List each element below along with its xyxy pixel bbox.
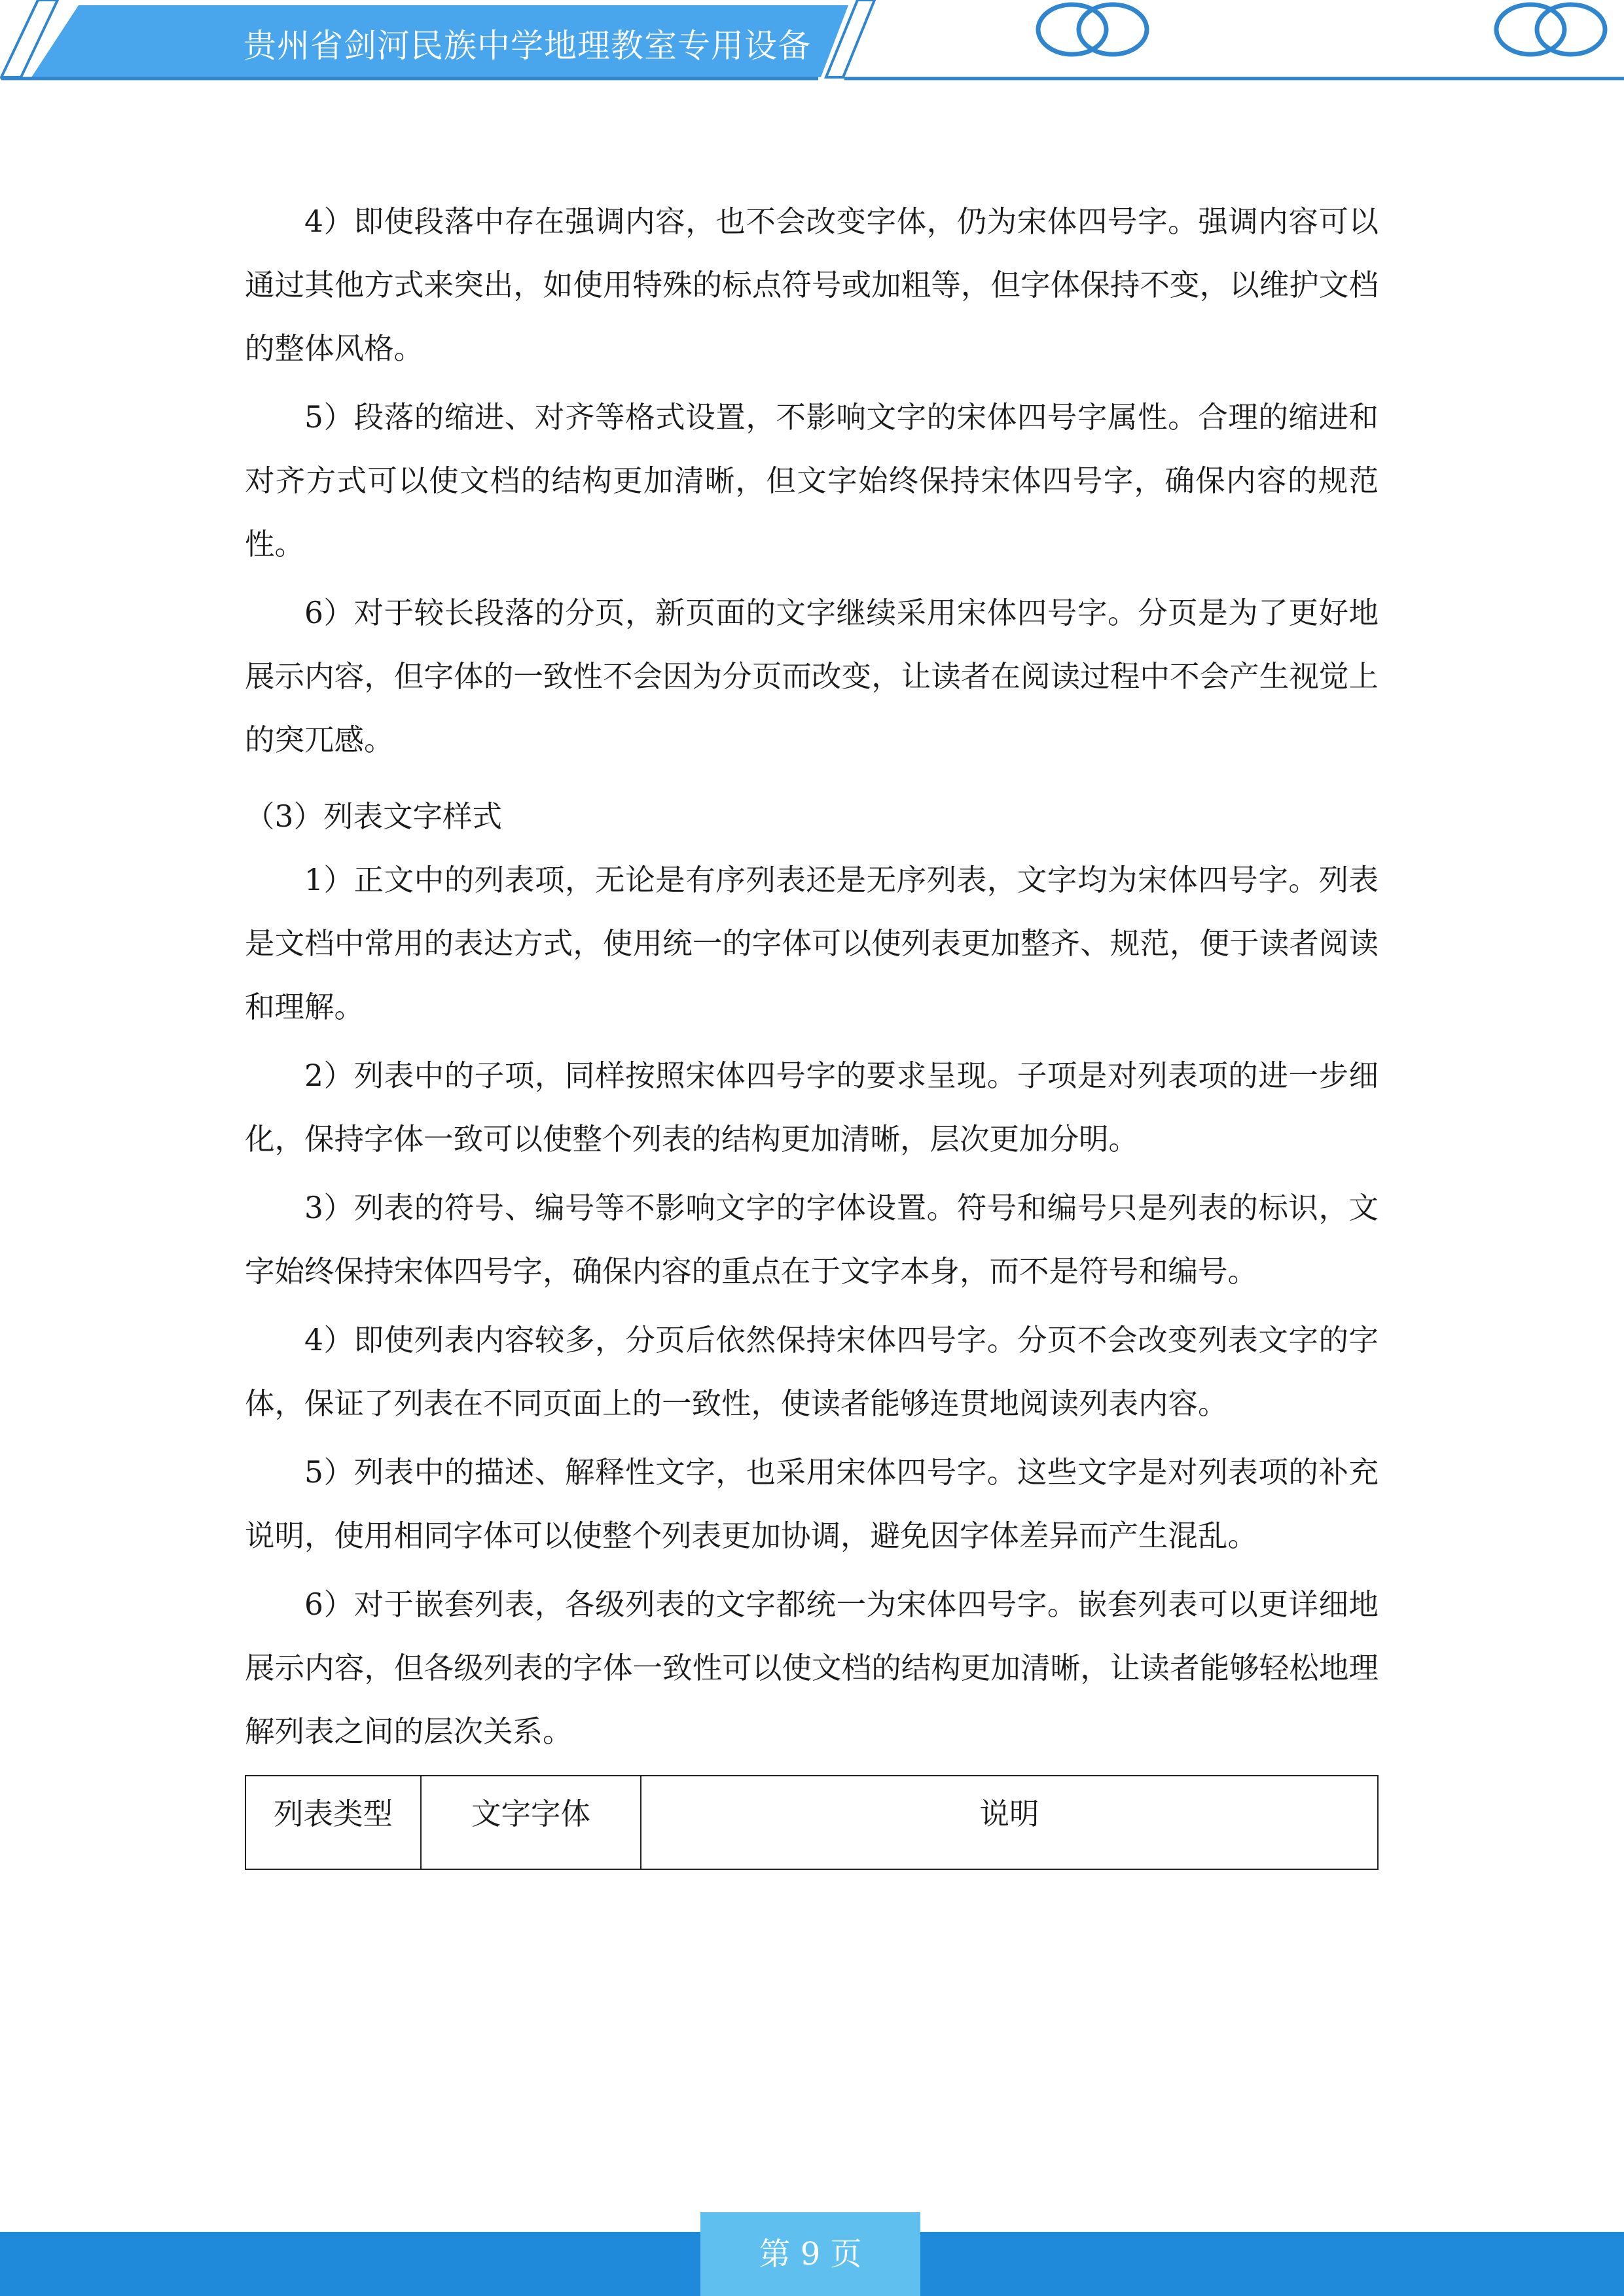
- list-paragraph: 6）对于嵌套列表，各级列表的文字都统一为宋体四号字。嵌套列表可以更详细地展示内容，但各级列表的字体一致性可以使文档的结构更加清晰，让读者能够轻松地理解列表之间的层次关系。: [245, 1587, 1379, 1749]
- paragraph-item: 4）即使段落中存在强调内容，也不会改变字体，仍为宋体四号字。强调内容可以通过其他方式来突出，如使用特殊的标点符号或加粗等，但字体保持不变，以维护文档的整体风格。: [245, 204, 1379, 366]
- table-header-cell: 说明: [641, 1776, 1378, 1869]
- double-ring-logo-icon: [1034, 0, 1151, 59]
- page-header: [0, 0, 1624, 85]
- table-header-cell: 列表类型: [245, 1776, 421, 1869]
- page-number: 第 9 页: [700, 2212, 920, 2296]
- list-style-table: [245, 1775, 1379, 1870]
- double-ring-logo-icon: [1492, 0, 1609, 59]
- paragraph-item: 6）对于较长段落的分页，新页面的文字继续采用宋体四号字。分页是为了更好地展示内容，但字体的一致性不会因为分页而改变，让读者在阅读过程中不会产生视觉上的突兀感。: [245, 596, 1379, 757]
- list-paragraph: 5）列表中的描述、解释性文字，也采用宋体四号字。这些文字是对列表项的补充说明，使用相同字体可以使整个列表更加协调，避免因字体差异而产生混乱。: [245, 1455, 1379, 1553]
- list-paragraph: 1）正文中的列表项，无论是有序列表还是无序列表，文字均为宋体四号字。列表是文档中常用的表达方式，使用统一的字体可以使列表更加整齐、规范，便于读者阅读和理解。: [245, 863, 1379, 1024]
- list-paragraph: 2）列表中的子项，同样按照宋体四号字的要求呈现。子项是对列表项的进一步细化，保持字体一致可以使整个列表的结构更加清晰，层次更加分明。: [245, 1058, 1379, 1157]
- paragraph-item: 5）段落的缩进、对齐等格式设置，不影响文字的宋体四号字属性。合理的缩进和对齐方式可以使文档的结构更加清晰，但文字始终保持宋体四号字，确保内容的规范性。: [245, 400, 1379, 562]
- list-paragraph: 3）列表的符号、编号等不影响文字的字体设置。符号和编号只是列表的标识，文字始终保持宋体四号字，确保内容的重点在于文字本身，而不是符号和编号。: [245, 1191, 1379, 1289]
- header-title: 贵州省剑河民族中学地理教室专用设备: [244, 27, 811, 65]
- table-header-cell: 文字字体: [421, 1776, 641, 1869]
- document-body: [245, 190, 1379, 1870]
- list-paragraph: 4）即使列表内容较多，分页后依然保持宋体四号字。分页不会改变列表文字的字体，保证了列表在不同页面上的一致性，使读者能够连贯地阅读列表内容。: [245, 1323, 1379, 1421]
- table-header-row: [245, 1776, 1378, 1869]
- section-heading: （3）列表文字样式: [245, 799, 502, 834]
